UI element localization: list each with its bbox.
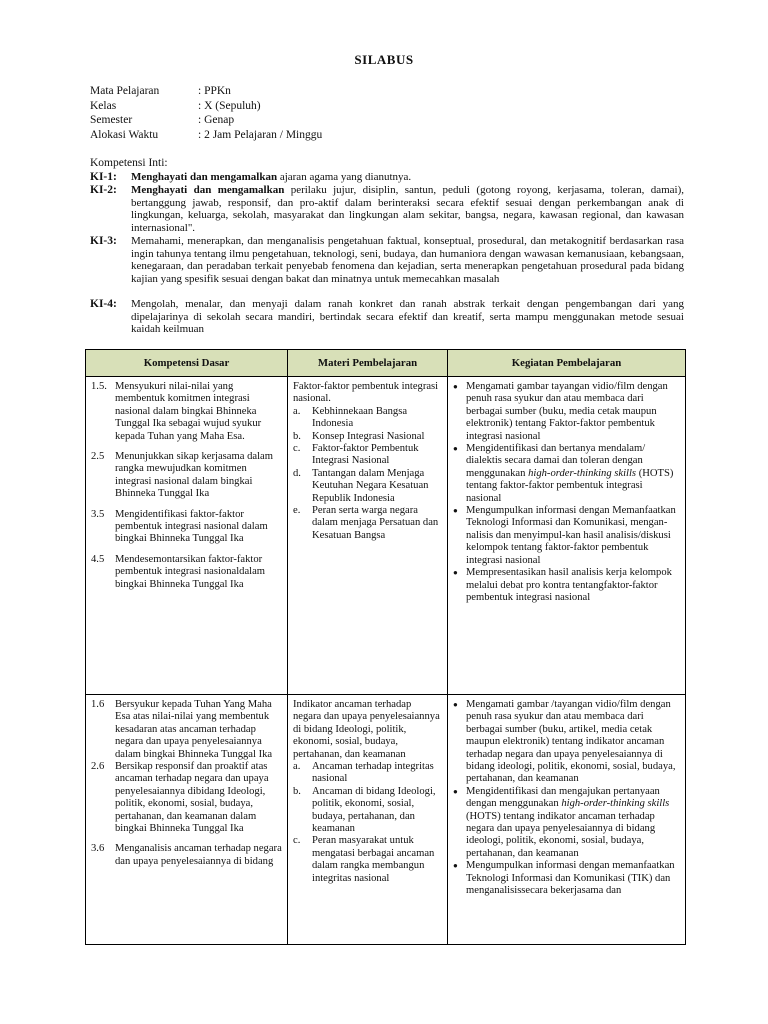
ki-emphasis: Menghayati dan mengamalkan bbox=[131, 171, 278, 183]
materi-item bbox=[293, 468, 442, 505]
kd-text: Mensyukuri nilai-nilai yang membentuk komitmen integrasi nasional dalam bingkai Bhinneka Tunggal Ika sebagai wujud syukur kepada Tuhan yang Maha Esa. bbox=[115, 381, 262, 442]
kd-text: Mendesemontarsikan faktor-faktor pembentuk integrasi nasionaldalam bingkai Bhinneka Tunggal Ika bbox=[115, 553, 266, 590]
kd-item bbox=[91, 451, 282, 501]
materi-text: Faktor-faktor Pembentuk Integrasi Nasional bbox=[312, 443, 419, 467]
materi-item bbox=[293, 761, 442, 786]
kd-number: 3.6 bbox=[91, 843, 105, 855]
syllabus-table bbox=[85, 349, 686, 945]
materi-letter: d. bbox=[293, 467, 301, 479]
kd-cell bbox=[86, 377, 288, 695]
kd-item bbox=[91, 509, 282, 546]
kd-item bbox=[91, 843, 282, 868]
core-competence-heading: Kompetensi Inti: bbox=[90, 157, 168, 169]
materi-item bbox=[293, 431, 442, 443]
kd-number: 1.5. bbox=[91, 381, 107, 392]
materi-text: Peran serta warga negara dalam menjaga Persatuan dan Kesatuan Bangsa bbox=[312, 505, 439, 541]
kegiatan-text: Mengidentifikasi dan bertanya mendalam/ dialektis secara damai dan toleran dengan menggunakan high-order-thinking skills (HOTS) tentang faktor-faktor pembentuk integrasi nasional bbox=[466, 443, 674, 504]
materi-item bbox=[293, 406, 442, 431]
info-label: Semester bbox=[90, 114, 133, 126]
kd-number: 2.5 bbox=[91, 451, 105, 463]
kegiatan-text: Mempresentasikan hasil analisis kerja kelompok melalui debat pro kontra tentangfaktor-faktor pembentuk integrasi nasional bbox=[466, 567, 672, 603]
kegiatan-text: Mengumpulkan informasi dengan memanfaatkan Teknologi Informasi dan Komunikasi (TIK) dan menganalisissecara bekerjasama dan bbox=[466, 860, 675, 897]
kegiatan-cell bbox=[448, 377, 686, 695]
header-materi-pembelajaran: Materi Pembelajaran bbox=[288, 350, 448, 377]
materi-item bbox=[293, 786, 442, 836]
bullet-icon: ● bbox=[453, 568, 458, 578]
materi-text: Ancaman di bidang Ideologi, politik, ekonomi, sosial, budaya, pertahanan, dan keamanan bbox=[312, 785, 436, 835]
kd-text: Menunjukkan sikap kerjasama dalam rangka mewujudkan komitmen integrasi nasional dalam bingkai Bhinneka Tunggal Ika bbox=[115, 451, 273, 500]
info-label: Alokasi Waktu bbox=[90, 128, 159, 141]
table-header-row bbox=[86, 350, 686, 377]
kegiatan-item bbox=[453, 786, 680, 860]
kd-number: 3.5 bbox=[91, 508, 105, 520]
ki-code: KI-4: bbox=[90, 298, 117, 310]
header-kegiatan-pembelajaran: Kegiatan Pembelajaran bbox=[448, 350, 686, 377]
bullet-icon: ● bbox=[453, 700, 458, 709]
materi-letter: b. bbox=[293, 430, 301, 442]
kegiatan-item bbox=[453, 567, 680, 604]
kegiatan-item bbox=[453, 443, 680, 505]
table-row bbox=[86, 377, 686, 695]
kd-item bbox=[91, 554, 282, 591]
kegiatan-text: Mengidentifikasi dan mengajukan pertanyaan dengan menggunakan high-order-thinking skills (HOTS) tentang indikator ancaman terhadap negara dan upaya penyelesaiannya di bidang ideologi, politik, ekonomi, sosial, budaya, pertahanan, dan keamanan bbox=[466, 785, 670, 859]
materi-lead: Faktor-faktor pembentuk integrasi nasional. bbox=[293, 381, 439, 405]
course-info-row bbox=[90, 128, 322, 143]
materi-item bbox=[293, 835, 442, 885]
bullet-icon: ● bbox=[453, 861, 458, 871]
info-value: : Genap bbox=[198, 114, 235, 126]
info-value: : PPKn bbox=[198, 85, 231, 97]
bullet-icon: ● bbox=[453, 506, 458, 516]
kd-cell bbox=[86, 695, 288, 945]
materi-item bbox=[293, 443, 442, 468]
ki-body: perilaku jujur, disiplin, santun, peduli (gotong royong, kerjasama, toleran, damai), bertanggung jawab, responsif, dan pro-aktif dalam berinteraksi secara efektif sesuai dengan perkembangan anak di lingkungan, keluarga, sekolah, masyarakat dan lingkungan alam sekitar, bangsa, negara, kawasan regional, dan kawasan internasional". bbox=[131, 184, 684, 234]
ki-text bbox=[131, 184, 684, 234]
bullet-icon: ● bbox=[453, 786, 458, 796]
ki-text bbox=[131, 171, 684, 184]
kd-text: Menganalisis ancaman terhadap negara dan upaya penyelesaiannya di bidang bbox=[115, 843, 282, 867]
course-info bbox=[90, 84, 322, 142]
materi-text: Konsep Integrasi Nasional bbox=[312, 430, 425, 442]
kegiatan-text: Mengumpulkan informasi dengan Memanfaatkan Teknologi Informasi dan Komunikasi, mengan-nalisis dan menyimpul-kan hasil analisis/diskusi kelompok tentang faktor-faktor pembentuk integrasi nasional bbox=[466, 505, 676, 566]
materi-text: Ancaman terhadap integritas nasional bbox=[312, 761, 434, 785]
ki-1 bbox=[90, 171, 684, 184]
course-info-row bbox=[90, 113, 322, 128]
info-value: : 2 Jam Pelajaran / Minggu bbox=[198, 128, 323, 141]
ki-text: Mengolah, menalar, dan menyaji dalam ranah konkret dan ranah abstrak terkait dengan pengembangan dari yang dipelajarinya di sekolah secara mandiri, bertindak secara efektif dan kreatif, serta mampu menggunakan metode sesuai kaidah keilmuan bbox=[131, 298, 684, 336]
materi-text: Tantangan dalam Menjaga Keutuhan Negara Kesatuan Republik Indonesia bbox=[312, 467, 429, 504]
ki-code: KI-2: bbox=[90, 184, 117, 196]
materi-letter: c. bbox=[293, 443, 301, 455]
header-kompetensi-dasar: Kompetensi Dasar bbox=[86, 350, 288, 377]
kegiatan-text: Mengamati gambar tayangan vidio/film dengan penuh rasa syukur dan atau membaca dari berbagai sumber (buku, media cetak maupun elektronik) tentang Faktor-faktor pembentuk integrasi nasional bbox=[466, 381, 668, 442]
table-row bbox=[86, 695, 686, 945]
kd-text: Mengidentifikasi faktor-faktor pembentuk integrasi nasional dalam bingkai Bhinneka Tunggal Ika bbox=[115, 508, 268, 545]
materi-cell bbox=[288, 695, 448, 945]
materi-cell bbox=[288, 377, 448, 695]
ki-4 bbox=[90, 298, 684, 336]
document-title: SILABUS bbox=[354, 52, 414, 67]
kd-text: Bersikap responsif dan proaktif atas ancaman terhadap negara dan upaya penyelesaiannya dibidang Ideologi, politik, ekonomi, sosial, budaya, pertahanan, dan keamanan dalam bingkai Bhinneka Tunggal Ika bbox=[115, 761, 269, 835]
course-info-row bbox=[90, 84, 322, 99]
ki-3 bbox=[90, 235, 684, 285]
kegiatan-item bbox=[453, 381, 680, 443]
materi-letter: e. bbox=[293, 505, 301, 517]
info-label: Mata Pelajaran bbox=[90, 85, 160, 97]
bullet-icon: ● bbox=[453, 382, 458, 391]
ki-text: Memahami, menerapkan, dan menganalisis pengetahuan faktual, konseptual, prosedural, dan metakognitif berdasarkan rasa ingin tahunya tentang ilmu pengetahuan, teknologi, seni, budaya, dan humaniora dengan wawasan kemanusiaan, kebangsaan, kenegaraan, dan peradaban terkait penyebab fenomena dan kejadian, serta menerapkan pengetahuan prosedural pada bidang kajian yang spesifik sesuai dengan bakat dan minatnya untuk memecahkan masalah bbox=[131, 235, 684, 285]
materi-letter: c. bbox=[293, 835, 301, 847]
kd-number: 4.5 bbox=[91, 553, 105, 565]
kegiatan-item bbox=[453, 860, 680, 897]
kd-item bbox=[91, 381, 282, 443]
materi-letter: a. bbox=[293, 405, 301, 417]
kegiatan-item bbox=[453, 505, 680, 567]
ki-2 bbox=[90, 184, 684, 234]
materi-lead: Indikator ancaman terhadap negara dan upaya penyelesaiannya di bidang Ideologi, politik, ekonomi, sosial, budaya, pertahanan, dan keamanan bbox=[293, 699, 440, 760]
info-value: : X (Sepuluh) bbox=[198, 99, 261, 112]
kegiatan-cell bbox=[448, 695, 686, 945]
kd-item bbox=[91, 699, 282, 761]
materi-letter: b. bbox=[293, 785, 301, 797]
materi-text: Peran masyarakat untuk mengatasi berbagai ancaman dalam rangka membangun integritas nasional bbox=[312, 835, 435, 884]
materi-letter: a. bbox=[293, 761, 301, 773]
info-label: Kelas bbox=[90, 99, 117, 112]
kd-item bbox=[91, 761, 282, 835]
kegiatan-item bbox=[453, 699, 680, 786]
ki-emphasis: Menghayati dan mengamalkan bbox=[131, 184, 285, 196]
materi-item bbox=[293, 505, 442, 542]
kd-number: 2.6 bbox=[91, 761, 105, 773]
bullet-icon: ● bbox=[453, 444, 458, 454]
kegiatan-text: Mengamati gambar /tayangan vidio/film dengan penuh rasa syukur dan atau membaca dari berbagai sumber (buku, artikel, media cetak maupun elektronik) tentang indikator ancaman terhadap negara dan upaya penyelesaiannya di bidang ideologi, politik, ekonomi, sosial, budaya, pertahanan, dan keamanan bbox=[466, 699, 676, 785]
materi-text: Kebhinnekaan Bangsa Indonesia bbox=[312, 405, 408, 430]
ki-code: KI-1: bbox=[90, 171, 117, 183]
ki-body: ajaran agama yang dianutnya. bbox=[277, 171, 412, 183]
course-info-row bbox=[90, 99, 322, 114]
ki-code: KI-3: bbox=[90, 235, 117, 247]
kd-text: Bersyukur kepada Tuhan Yang Maha Esa atas nilai-nilai yang membentuk kesadaran atas ancaman terhadap negara dan upaya penyelesaiannya dalam bingkai Bhinneka Tunggal Ika bbox=[115, 699, 273, 760]
kd-number: 1.6 bbox=[91, 699, 105, 710]
